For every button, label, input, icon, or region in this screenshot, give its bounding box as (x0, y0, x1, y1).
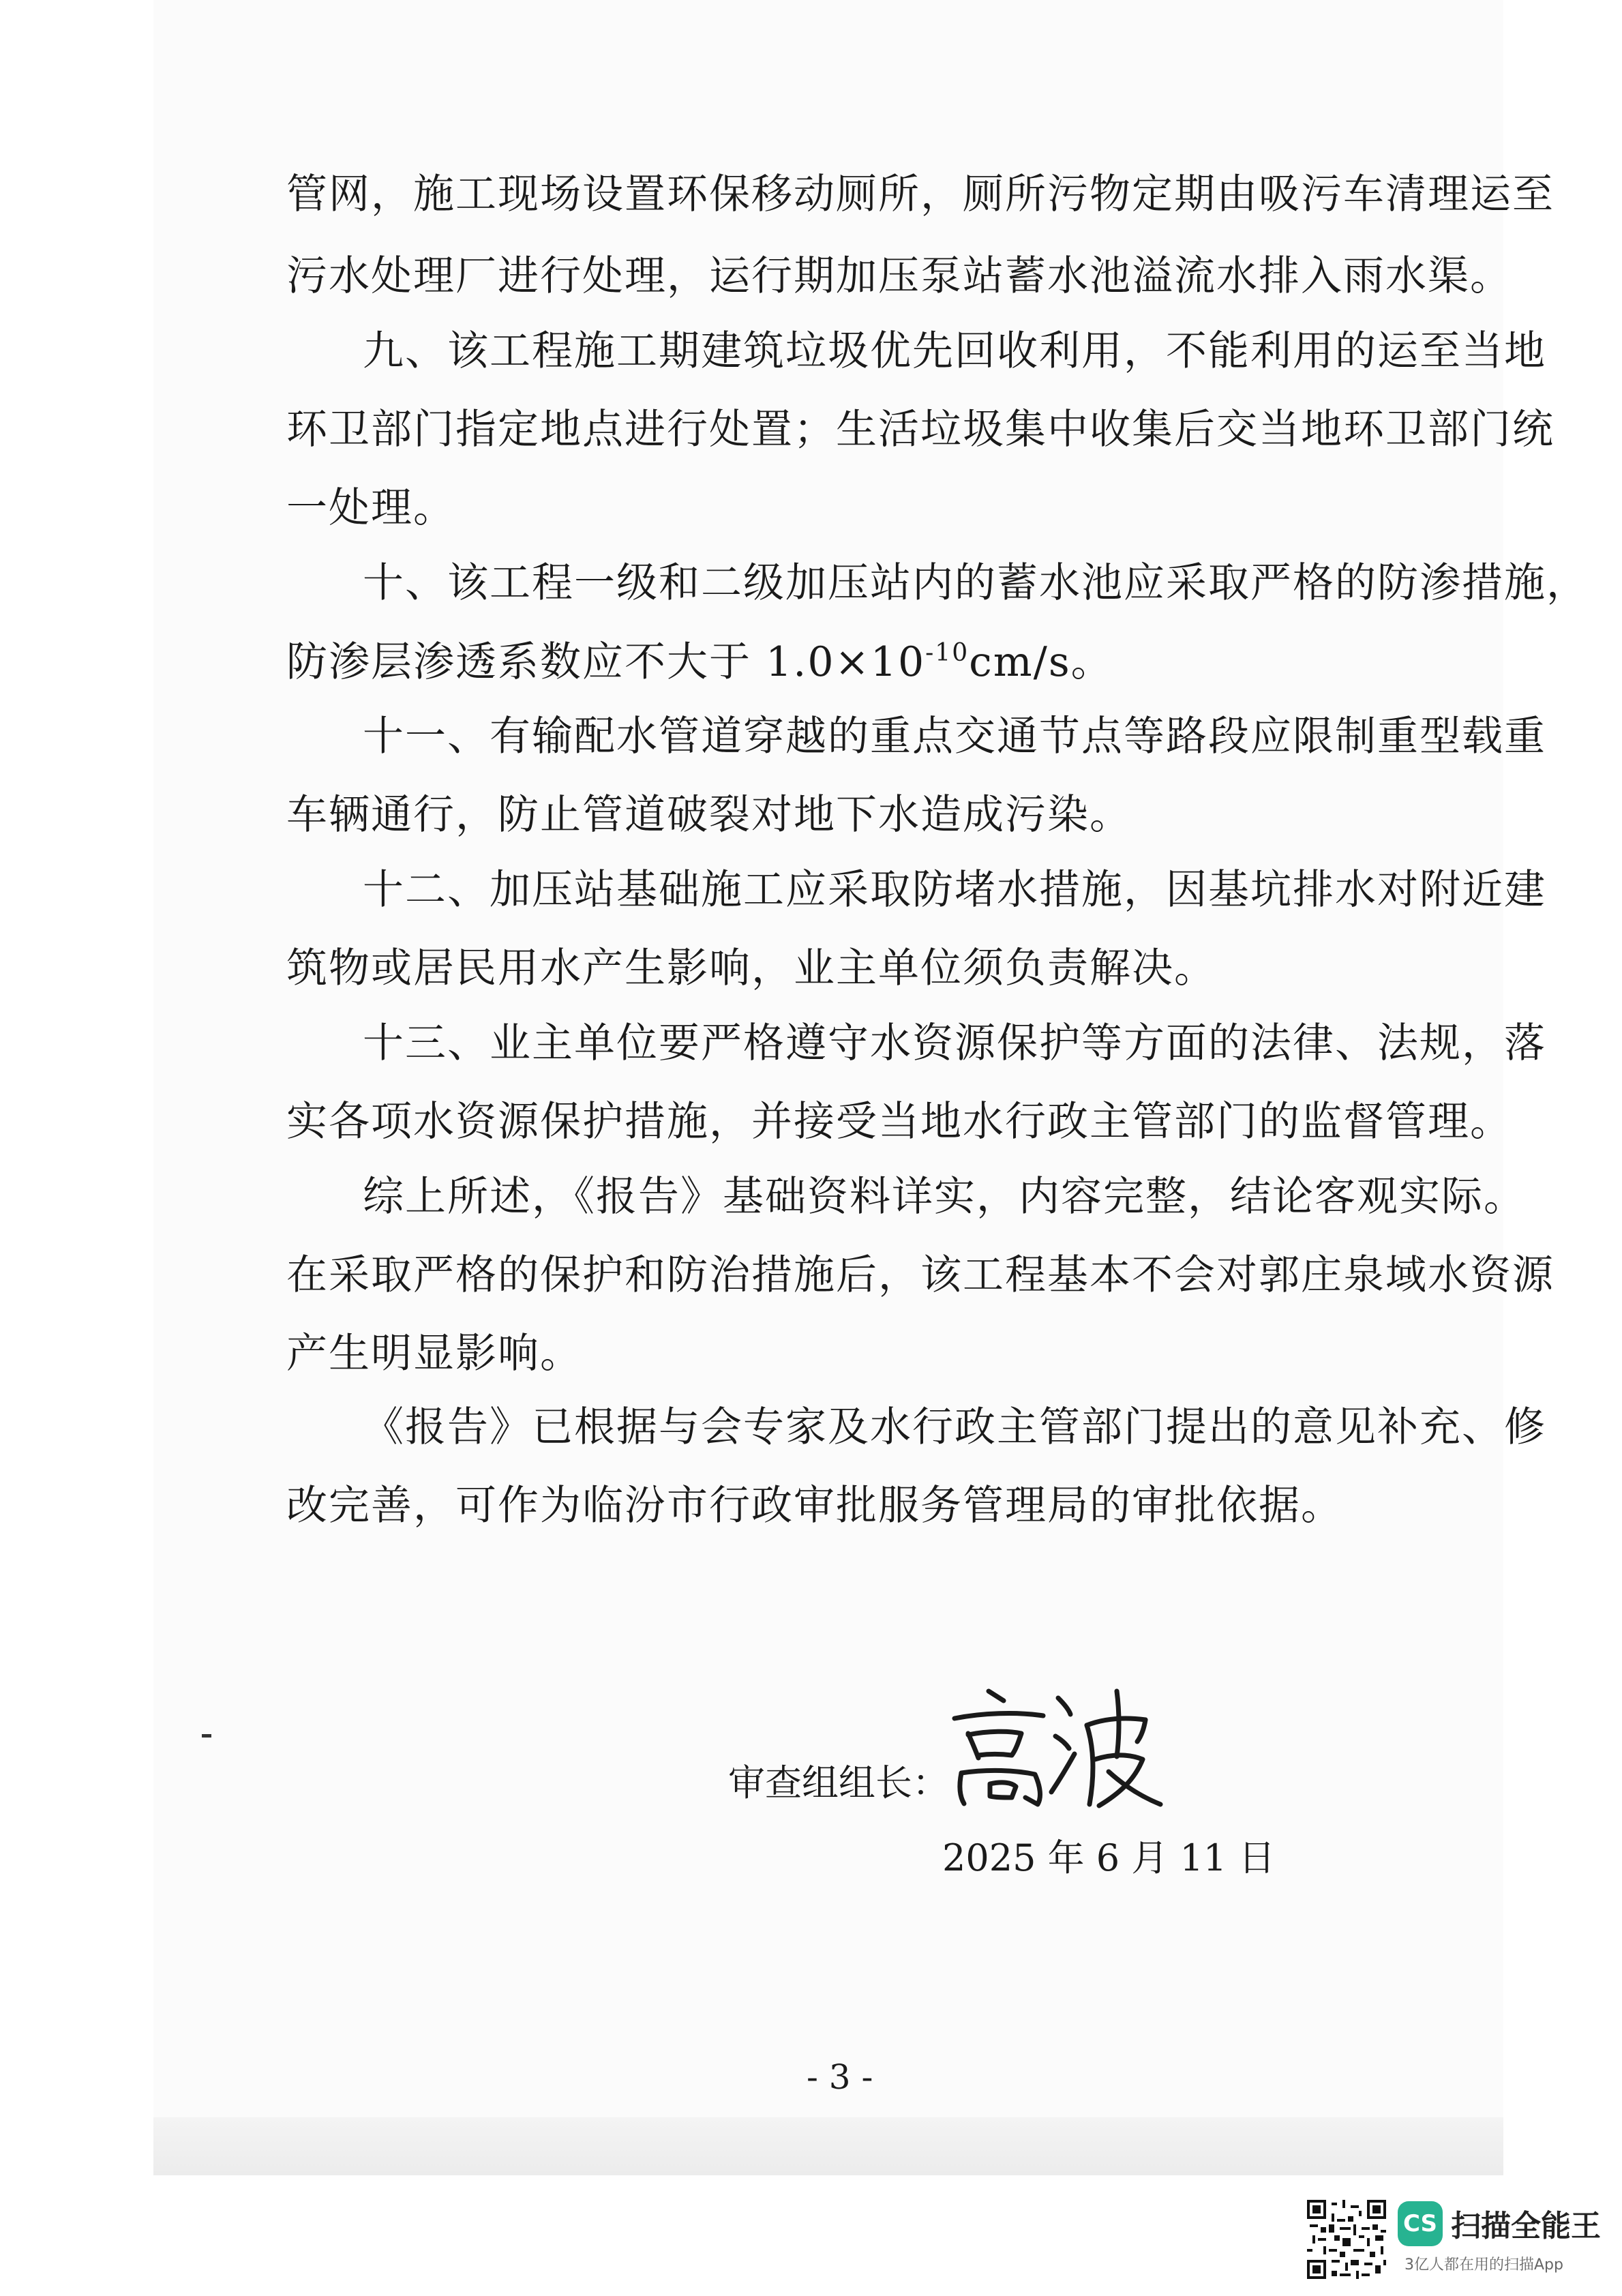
body-line: 环卫部门指定地点进行处置；生活垃圾集中收集后交当地环卫部门统 (286, 406, 1555, 453)
body-line: 十、该工程一级和二级加压站内的蓄水池应采取严格的防渗措施， (363, 559, 1589, 607)
scan-shadow-band (153, 2117, 1503, 2175)
body-line: 十三、业主单位要严格遵守水资源保护等方面的法律、法规，落 (363, 1019, 1546, 1067)
body-line: 改完善，可作为临汾市行政审批服务管理局的审批依据。 (286, 1482, 1343, 1530)
body-line: 九、该工程施工期建筑垃圾优先回收利用，不能利用的运至当地 (363, 327, 1546, 375)
body-line: 管网，施工现场设置环保移动厕所，厕所污物定期由吸污车清理运至 (286, 170, 1555, 218)
body-line: 综上所述，《报告》基础资料详实，内容完整，结论客观实际。 (363, 1173, 1526, 1221)
coefficient-text: 防渗层渗透系数应不大于 1.0×10 (286, 638, 926, 686)
page-number: - 3 - (807, 2057, 873, 2097)
unit-text: cm/s。 (969, 638, 1113, 686)
handwritten-signature (941, 1671, 1166, 1814)
camscanner-logo: CS (1398, 2201, 1443, 2246)
signature-date: 2025 年 6 月 11 日 (942, 1836, 1276, 1879)
body-line: 一处理。 (286, 484, 455, 532)
body-line: 实各项水资源保护措施，并接受当地水行政主管部门的监督管理。 (286, 1098, 1512, 1146)
body-line: 污水处理厂进行处理，运行期加压泵站蓄水池溢流水排入雨水渠。 (286, 252, 1512, 300)
body-line: 筑物或居民用水产生影响，业主单位须负责解决。 (286, 944, 1216, 992)
signature-label: 审查组组长： (728, 1761, 949, 1804)
body-line: 车辆通行，防止管道破裂对地下水造成污染。 (286, 791, 1132, 839)
body-line: 十一、有输配水管道穿越的重点交通节点等路段应限制重型载重 (363, 713, 1546, 760)
body-line: 产生明显影响。 (286, 1330, 582, 1377)
paper-sheet (153, 0, 1503, 2175)
scanner-app-name: 扫描全能王 (1451, 2209, 1601, 2243)
scanner-tagline: 3亿人都在用的扫描App (1405, 2256, 1563, 2273)
stray-mark (202, 1734, 211, 1738)
body-line: 《报告》已根据与会专家及水行政主管部门提出的意见补充、修 (363, 1403, 1546, 1451)
qr-code-icon (1307, 2200, 1386, 2279)
exponent: -10 (925, 639, 970, 667)
body-line: 在采取严格的保护和防治措施后，该工程基本不会对郭庄泉域水资源 (286, 1251, 1555, 1299)
body-line-with-exponent (286, 638, 1113, 686)
body-line: 十二、加压站基础施工应采取防堵水措施，因基坑排水对附近建 (363, 866, 1546, 914)
